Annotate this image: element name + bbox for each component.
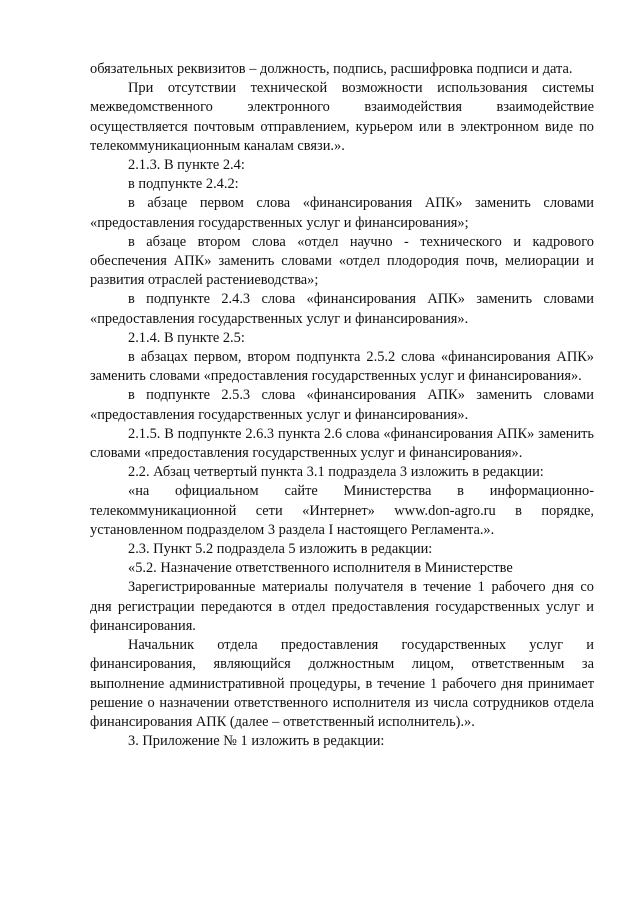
paragraph-17: Начальник отдела предоставления государственных услуг и финансирования, являющийся должностным лицом, ответственным за выполнение административной процедуры, в течение 1 рабочего дня принимает решение о назначении ответственного исполнителя из числа сотрудников отдела финансирования АПК (далее – ответственный исполнитель).». [90,637,594,730]
paragraph-15: «5.2. Назначение ответственного исполнителя в Министерстве [128,560,513,577]
paragraph-14: 2.3. Пункт 5.2 подраздела 5 изложить в редакции: [128,541,433,558]
paragraph-18: 3. Приложение № 1 изложить в редакции: [128,733,385,750]
paragraph-4: в подпункте 2.4.2: [128,176,239,193]
paragraph-12: 2.2. Абзац четвертый пункта 3.1 подраздела 3 изложить в редакции: [128,464,544,481]
paragraph-1: обязательных реквизитов – должность, подпись, расшифровка подписи и дата. [90,61,573,77]
paragraph-5: в абзаце первом слова «финансирования АПК» заменить словами «предоставления государственных услуг и финансирования»; [90,195,594,231]
paragraph-13: «на официальном сайте Министерства в информационно-телекоммуникационной сети «Интернет» www.don-agro.ru в порядке, установленном подразделом 3 раздела I настоящего Регламента.». [90,483,594,538]
paragraph-6: в абзаце втором слова «отдел научно - технического и кадрового обеспечения АПК» заменить словами «отдел плодородия почв, мелиорации и развития отраслей растениеводства»; [90,233,594,289]
paragraph-2: При отсутствии технической возможности использования системы межведомственного электронного взаимодействия взаимодействие осуществляется почтовым отправлением, курьером или в электронном виде по телекоммуникационным каналам связи.». [90,80,594,154]
paragraph-8: 2.1.4. В пункте 2.5: [128,329,245,346]
paragraph-16: Зарегистрированные материалы получателя в течение 1 рабочего дня со дня регистрации передаются в отдел предоставления государственных услуг и финансирования. [90,579,594,634]
paragraph-7: в подпункте 2.4.3 слова «финансирования АПК» заменить словами «предоставления государственных услуг и финансирования». [90,291,594,327]
paragraph-3: 2.1.3. В пункте 2.4: [128,157,245,174]
paragraph-9: в абзацах первом, втором подпункта 2.5.2 слова «финансирования АПК» заменить словами «предоставления государственных услуг и финансирования». [90,349,594,385]
paragraph-10: в подпункте 2.5.3 слова «финансирования АПК» заменить словами «предоставления государственных услуг и финансирования». [90,387,594,423]
paragraph-11: 2.1.5. В подпункте 2.6.3 пункта 2.6 слова «финансирования АПК» заменить словами «предоставления государственных услуг и финансирования». [90,425,594,462]
document-page [90,60,594,751]
